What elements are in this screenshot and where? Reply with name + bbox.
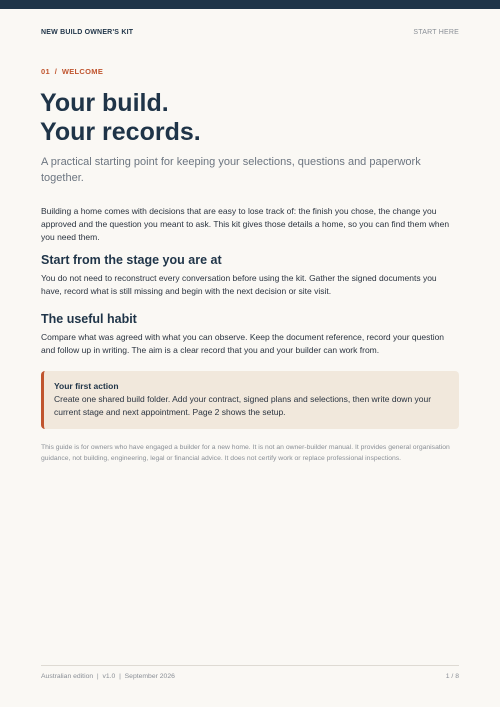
page-title <box>40 89 460 147</box>
first-action-callout <box>41 371 459 429</box>
intro-paragraph: Building a home comes with decisions that are easy to lose track of: the finish you chose, the change you approved and the question you meant to ask. This kit gives those details a home, so you can find them when you need them. <box>41 206 450 242</box>
section-eyebrow: 01 / WELCOME <box>41 67 104 76</box>
section-tag: START HERE <box>413 29 459 36</box>
page-header <box>41 29 459 41</box>
brand-label: NEW BUILD OWNER'S KIT <box>41 29 134 36</box>
heading-stage: Start from the stage you are at <box>41 253 222 267</box>
page-number: 1 / 8 <box>445 673 459 680</box>
disclaimer: This guide is for owners who have engaged a builder for a new home. It is not an owner-builder manual. It provides general organisation guidance, not building, engineering, legal or financial advice. It does not certify work or replace professional inspections. <box>41 444 450 462</box>
top-bar <box>0 0 500 9</box>
title-line-1: Your build. <box>40 89 169 117</box>
heading-habit: The useful habit <box>41 312 137 326</box>
stage-paragraph: You do not need to reconstruct every conversation before using the kit. Gather the signed documents you have, record what is still missing and begin with the next decision or site visit. <box>41 273 437 296</box>
habit-paragraph: Compare what was agreed with what you can observe. Keep the document reference, record your question and follow up in writing. The aim is a clear record that you and your builder can work from. <box>41 332 445 355</box>
callout-text: Create one shared build folder. Add your contract, signed plans and selections, then write down your current stage and next appointment. Page 2 shows the setup. <box>54 394 432 417</box>
title-line-2: Your records. <box>40 118 201 146</box>
footer-edition: Australian edition | v1.0 | September 2026 <box>41 673 175 680</box>
lead-paragraph: A practical starting point for keeping your selections, questions and paperwork together. <box>41 156 421 184</box>
callout-title: Your first action <box>54 381 119 391</box>
footer-divider <box>41 665 459 666</box>
